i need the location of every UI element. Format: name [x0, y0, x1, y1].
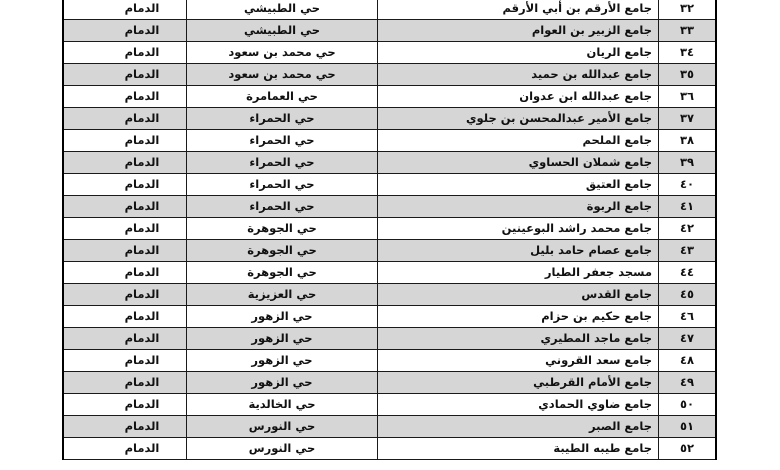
city-name: الدمام: [63, 196, 187, 218]
district-name: حي الحمراء: [187, 108, 378, 130]
city-name: الدمام: [63, 152, 187, 174]
city-name: الدمام: [63, 86, 187, 108]
table-row: [63, 262, 716, 284]
row-number: ٣٩: [659, 152, 717, 174]
district-name: حي الجوهرة: [187, 240, 378, 262]
city-name: الدمام: [63, 42, 187, 64]
mosque-name: جامع شملان الحساوي: [378, 152, 659, 174]
table-row: [63, 350, 716, 372]
city-name: الدمام: [63, 262, 187, 284]
city-name: الدمام: [63, 130, 187, 152]
table-row: [63, 42, 716, 64]
mosque-name: جامع سعد القروني: [378, 350, 659, 372]
district-name: حي الزهور: [187, 306, 378, 328]
mosque-name: جامع الأرقم بن أبي الأرقم: [378, 0, 659, 20]
district-name: حي الخالدية: [187, 394, 378, 416]
row-number: ٣٨: [659, 130, 717, 152]
district-name: حي الجوهرة: [187, 262, 378, 284]
mosque-name: جامع حكيم بن حزام: [378, 306, 659, 328]
table-row: [63, 108, 716, 130]
document-page: [62, 0, 717, 470]
district-name: حي الزهور: [187, 372, 378, 394]
mosque-name: جامع الريان: [378, 42, 659, 64]
city-name: الدمام: [63, 416, 187, 438]
mosque-name: جامع الصبر: [378, 416, 659, 438]
district-name: حي الجوهرة: [187, 218, 378, 240]
mosque-name: جامع عصام حامد بليل: [378, 240, 659, 262]
district-name: حي الطبيشي: [187, 0, 378, 20]
row-number: ٥٢: [659, 438, 717, 460]
row-number: ٣٧: [659, 108, 717, 130]
city-name: الدمام: [63, 328, 187, 350]
city-name: الدمام: [63, 438, 187, 460]
row-number: ٤٨: [659, 350, 717, 372]
row-number: ٤٥: [659, 284, 717, 306]
table-row: [63, 306, 716, 328]
district-name: حي العمامرة: [187, 86, 378, 108]
mosques-table: [62, 0, 717, 460]
table-row: [63, 152, 716, 174]
mosque-name: جامع العتيق: [378, 174, 659, 196]
table-row: [63, 130, 716, 152]
district-name: حي الحمراء: [187, 174, 378, 196]
row-number: ٥٠: [659, 394, 717, 416]
mosque-name: جامع الملحم: [378, 130, 659, 152]
district-name: حي النورس: [187, 416, 378, 438]
row-number: ٤٩: [659, 372, 717, 394]
row-number: ٣٤: [659, 42, 717, 64]
table-row: [63, 438, 716, 460]
row-number: ٤٧: [659, 328, 717, 350]
city-name: الدمام: [63, 108, 187, 130]
mosque-name: جامع الأمير عبدالمحسن بن جلوي: [378, 108, 659, 130]
district-name: حي الحمراء: [187, 130, 378, 152]
row-number: ٣٣: [659, 20, 717, 42]
mosque-name: جامع عبدالله بن حميد: [378, 64, 659, 86]
table-row: [63, 240, 716, 262]
mosque-name: جامع محمد راشد البوعينين: [378, 218, 659, 240]
table-row: [63, 0, 716, 20]
table-row: [63, 372, 716, 394]
district-name: حي الحمراء: [187, 196, 378, 218]
city-name: الدمام: [63, 240, 187, 262]
mosque-name: جامع الربوة: [378, 196, 659, 218]
table-row: [63, 174, 716, 196]
district-name: حي الحمراء: [187, 152, 378, 174]
city-name: الدمام: [63, 0, 187, 20]
row-number: ٣٦: [659, 86, 717, 108]
row-number: ٣٢: [659, 0, 717, 20]
table-row: [63, 64, 716, 86]
row-number: ٤٤: [659, 262, 717, 284]
table-row: [63, 20, 716, 42]
district-name: حي الزهور: [187, 350, 378, 372]
row-number: ٤٠: [659, 174, 717, 196]
table-row: [63, 416, 716, 438]
mosque-name: جامع الأمام القرطبي: [378, 372, 659, 394]
district-name: حي محمد بن سعود: [187, 64, 378, 86]
row-number: ٥١: [659, 416, 717, 438]
city-name: الدمام: [63, 284, 187, 306]
mosque-name: جامع ضاوي الحمادي: [378, 394, 659, 416]
district-name: حي الزهور: [187, 328, 378, 350]
mosque-name: جامع طيبه الطيبة: [378, 438, 659, 460]
table-row: [63, 196, 716, 218]
table-row: [63, 86, 716, 108]
city-name: الدمام: [63, 20, 187, 42]
row-number: ٤٦: [659, 306, 717, 328]
row-number: ٤١: [659, 196, 717, 218]
mosque-name: جامع الزبير بن العوام: [378, 20, 659, 42]
district-name: حي النورس: [187, 438, 378, 460]
city-name: الدمام: [63, 372, 187, 394]
mosque-name: جامع القدس: [378, 284, 659, 306]
district-name: حي محمد بن سعود: [187, 42, 378, 64]
city-name: الدمام: [63, 350, 187, 372]
city-name: الدمام: [63, 64, 187, 86]
city-name: الدمام: [63, 218, 187, 240]
table-row: [63, 394, 716, 416]
city-name: الدمام: [63, 174, 187, 196]
city-name: الدمام: [63, 306, 187, 328]
table-body: [63, 0, 716, 460]
table-row: [63, 218, 716, 240]
row-number: ٤٣: [659, 240, 717, 262]
table-row: [63, 284, 716, 306]
mosque-name: جامع ماجد المطيري: [378, 328, 659, 350]
row-number: ٣٥: [659, 64, 717, 86]
mosque-name: مسجد جعفر الطيار: [378, 262, 659, 284]
mosque-name: جامع عبدالله ابن عدوان: [378, 86, 659, 108]
district-name: حي الطبيشي: [187, 20, 378, 42]
district-name: حي العزيزية: [187, 284, 378, 306]
table-row: [63, 328, 716, 350]
city-name: الدمام: [63, 394, 187, 416]
row-number: ٤٢: [659, 218, 717, 240]
